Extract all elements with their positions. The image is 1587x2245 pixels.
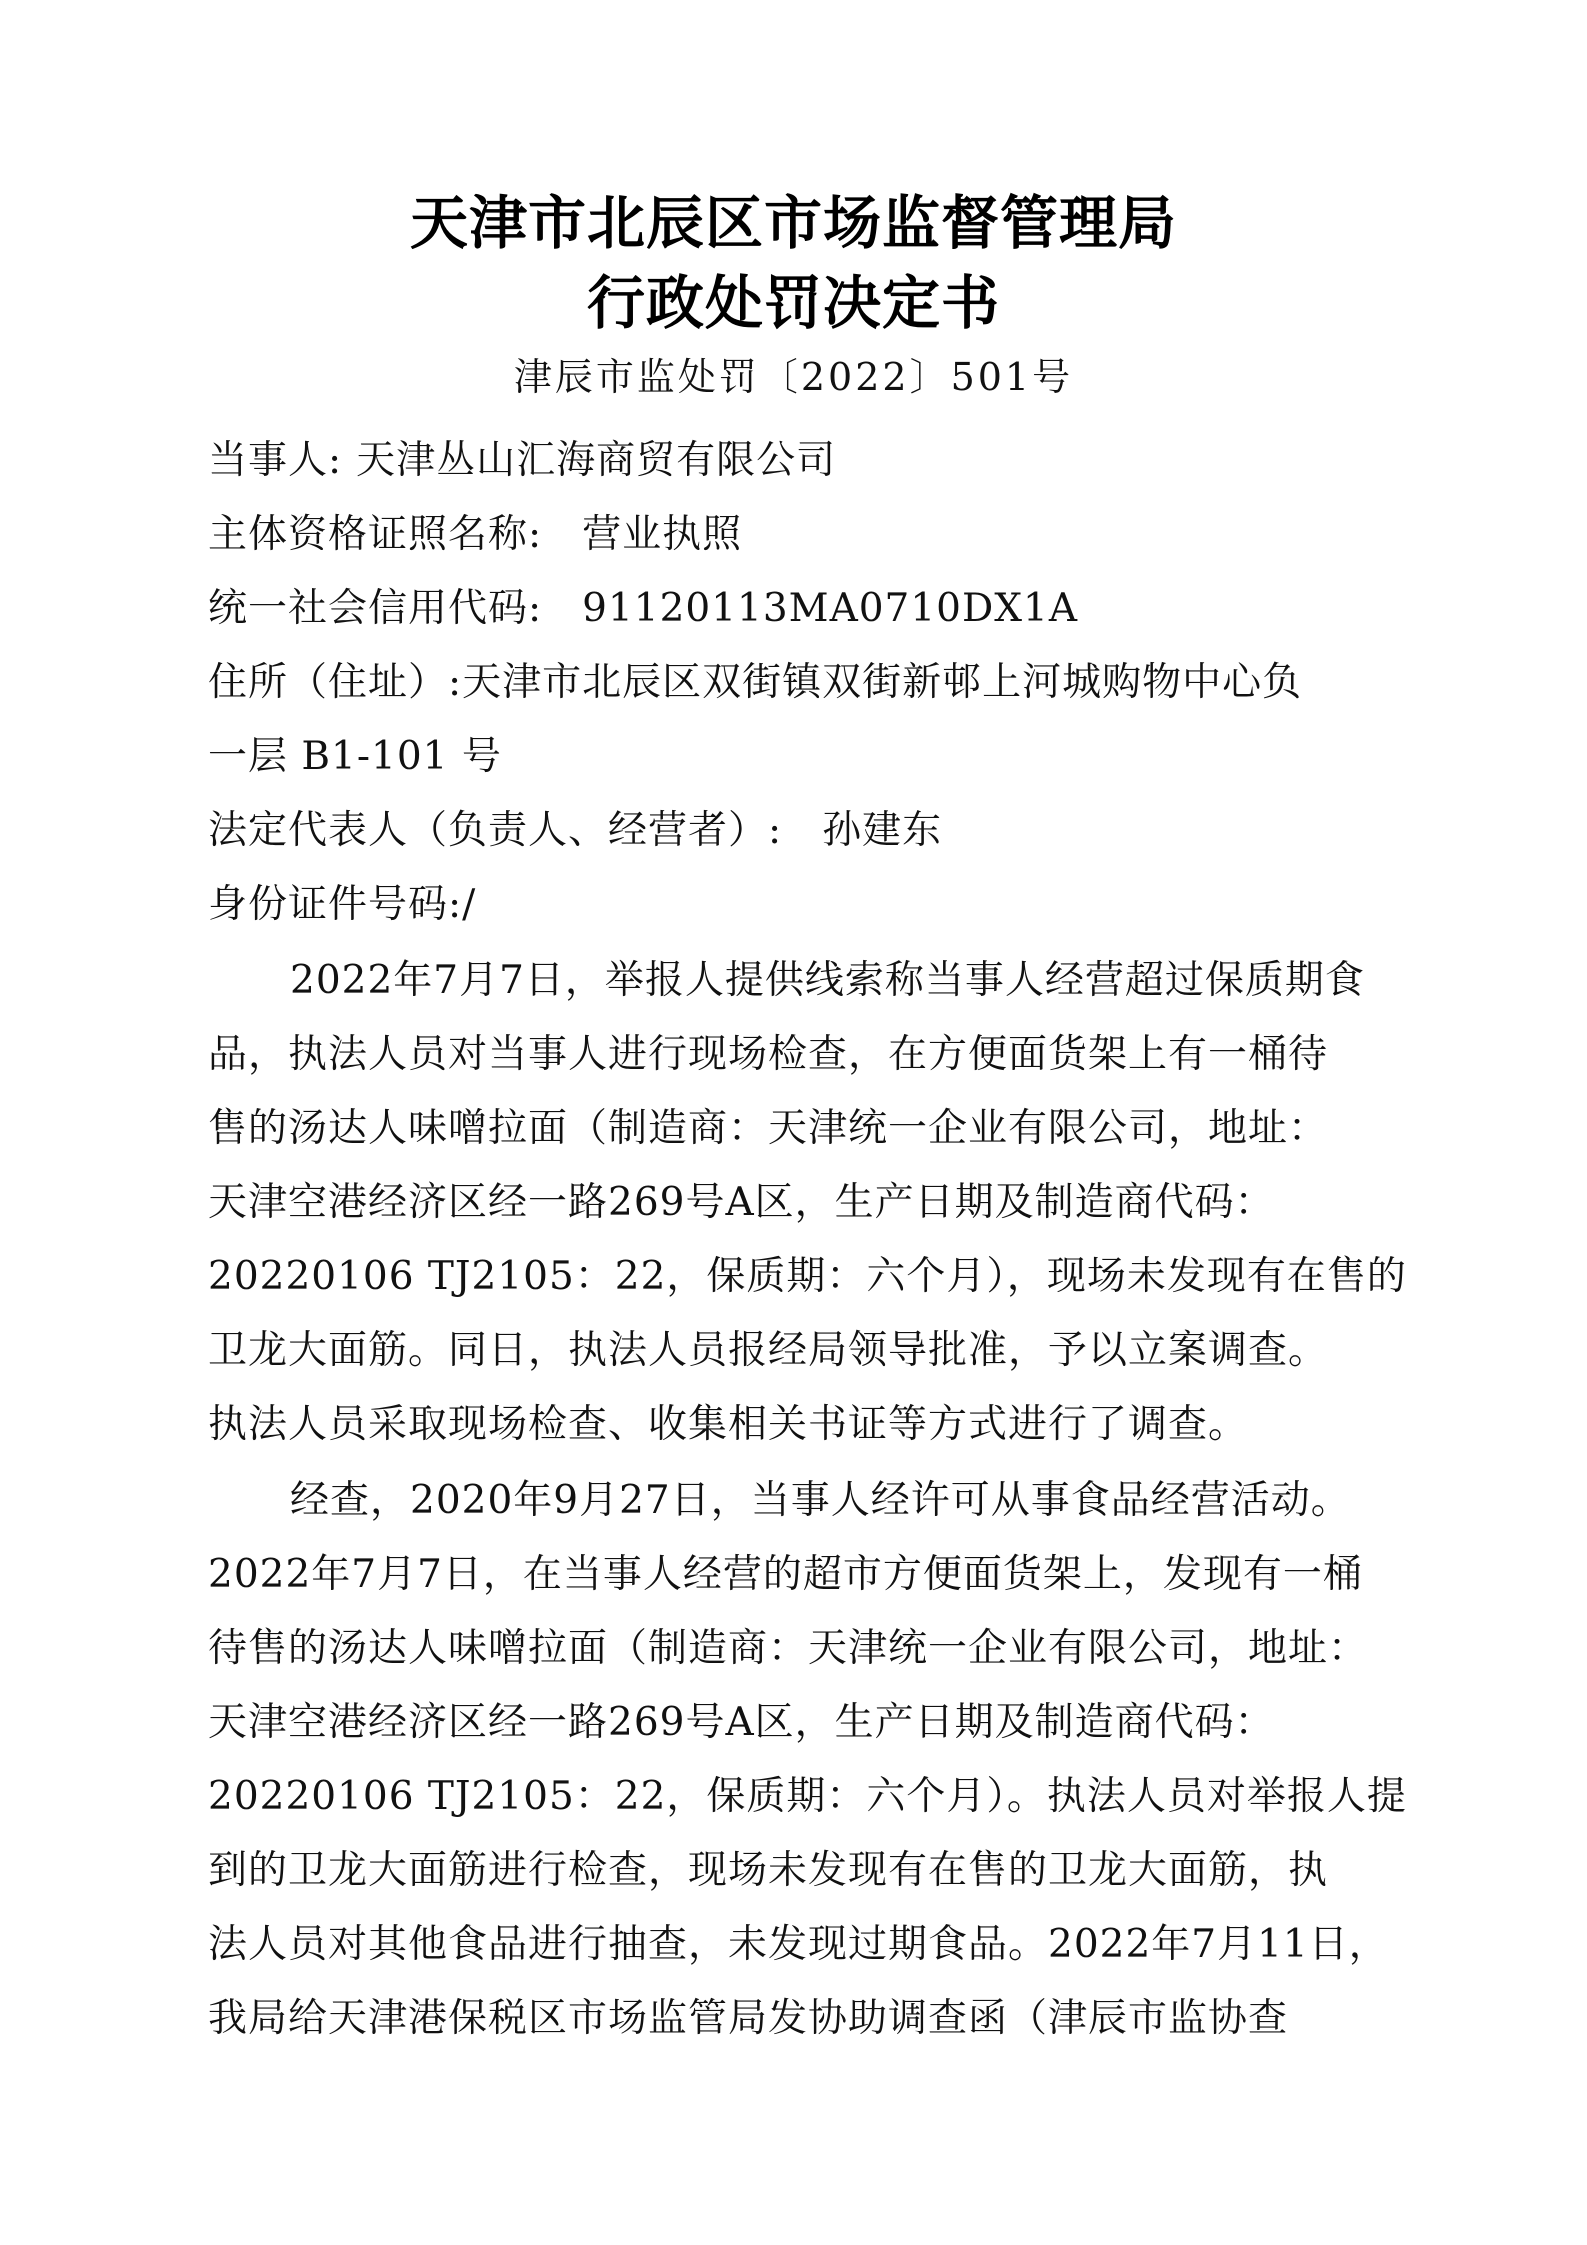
address-label: 住所（住址）: (208, 660, 463, 705)
paragraph1-line: 卫龙大面筋。同日，执法人员报经局领导批准，予以立案调查。 (208, 1328, 1329, 1373)
credit-code-line (208, 584, 1388, 634)
legal-representative-label: 法定代表人（负责人、经营者）: (208, 808, 783, 853)
paragraph2-line: 我局给天津港保税区市场监管局发协助调查函（津辰市监协查 (208, 1996, 1289, 2041)
credit-code-value: 91120113MA0710DX1A (582, 586, 1079, 631)
party-line (208, 436, 1388, 486)
paragraph2-line: 待售的汤达人味噌拉面（制造商：天津统一企业有限公司，地址： (208, 1626, 1369, 1671)
license-value: 营业执照 (582, 512, 743, 557)
address-line (208, 658, 1388, 708)
document-title-line2: 行政处罚决定书 (586, 269, 1000, 337)
address-value-line1: 天津市北辰区双街镇双街新邨上河城购物中心负 (462, 660, 1303, 705)
legal-representative-line (208, 806, 1388, 856)
legal-representative-value: 孙建东 (822, 808, 943, 853)
paragraph2-line: 20220106 TJ2105：22，保质期：六个月）。执法人员对举报人提 (208, 1774, 1407, 1819)
paragraph1-line: 执法人员采取现场检查、收集相关书证等方式进行了调查。 (208, 1402, 1249, 1447)
paragraph2-line: 经查，2020年9月27日，当事人经许可从事食品经营活动。 (290, 1478, 1351, 1523)
party-value: 天津丛山汇海商贸有限公司 (356, 438, 837, 483)
document-title-line1: 天津市北辰区市场监督管理局 (409, 189, 1177, 257)
paragraph2-line: 法人员对其他食品进行抽查，未发现过期食品。2022年7月11日， (208, 1922, 1389, 1967)
paragraph2-line: 到的卫龙大面筋进行检查，现场未发现有在售的卫龙大面筋，执 (208, 1848, 1329, 1893)
paragraph1-line: 品，执法人员对当事人进行现场检查，在方便面货架上有一桶待 (208, 1032, 1329, 1077)
license-line (208, 510, 1388, 560)
party-label: 当事人: (208, 438, 343, 483)
id-number-line (208, 880, 1388, 930)
id-number-value: / (462, 882, 477, 927)
paragraph1-line: 天津空港经济区经一路269号A区，生产日期及制造商代码： (208, 1180, 1275, 1225)
paragraph1-line: 20220106 TJ2105：22，保质期：六个月），现场未发现有在售的 (208, 1254, 1407, 1299)
address-value-line2: 一层 B1-101 号 (208, 734, 502, 779)
paragraph1-line: 售的汤达人味噌拉面（制造商：天津统一企业有限公司，地址： (208, 1106, 1329, 1151)
credit-code-label: 统一社会信用代码: (208, 586, 543, 631)
license-label: 主体资格证照名称: (208, 512, 543, 557)
document-number: 津辰市监处罚〔2022〕501号 (513, 355, 1074, 399)
id-number-label: 身份证件号码: (208, 882, 463, 927)
paragraph2-line: 2022年7月7日，在当事人经营的超市方便面货架上，发现有一桶 (208, 1552, 1363, 1597)
paragraph1-line: 2022年7月7日，举报人提供线索称当事人经营超过保质期食 (290, 958, 1365, 1003)
paragraph2-line: 天津空港经济区经一路269号A区，生产日期及制造商代码： (208, 1700, 1275, 1745)
